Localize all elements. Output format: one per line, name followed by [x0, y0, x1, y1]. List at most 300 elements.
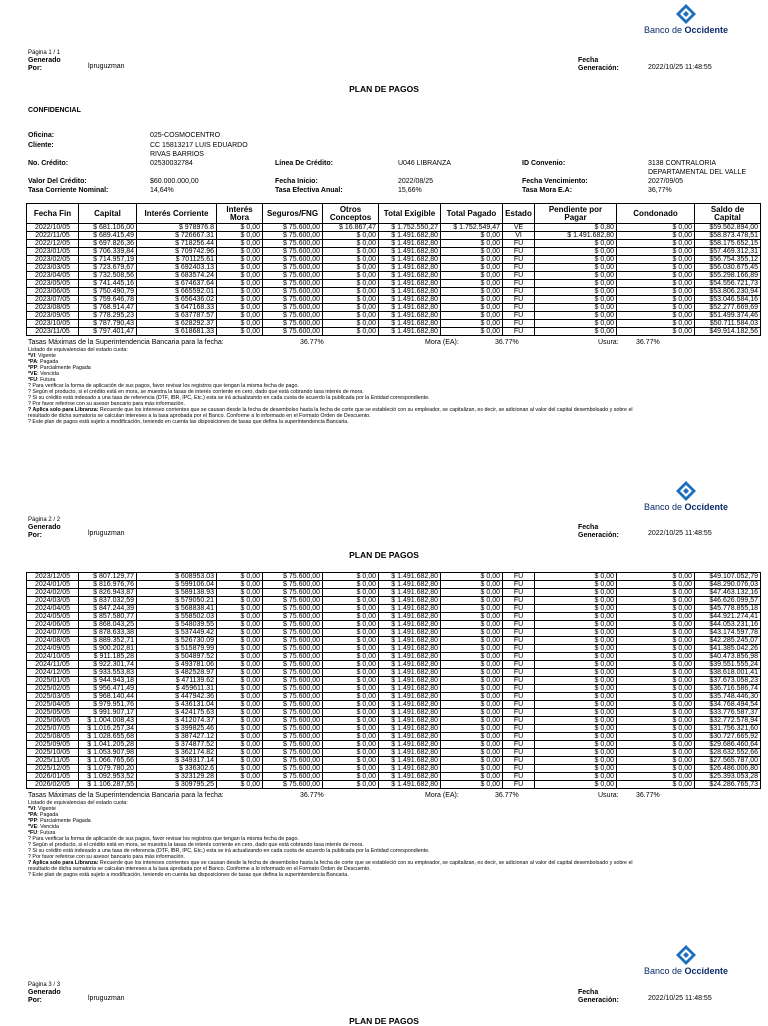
table-cell: 2023/09/05 — [27, 312, 79, 320]
table-cell: $ 0,00 — [535, 304, 617, 312]
tmora-value: 36,77% — [648, 187, 672, 194]
table-cell: FU — [503, 613, 535, 621]
table-cell: $ 0,00 — [441, 661, 503, 669]
table-row — [27, 765, 761, 773]
table-cell: $ 0,00 — [617, 288, 695, 296]
table-cell: $ 75.600,00 — [263, 248, 323, 256]
table-cell: $ 1.491.682,80 — [379, 605, 441, 613]
table-cell: $ 0,00 — [323, 709, 379, 717]
table-cell: $55.298.166,89 — [695, 272, 761, 280]
table-cell: 2024/06/05 — [27, 621, 79, 629]
table-cell: 2022/12/05 — [27, 240, 79, 248]
table-cell: $ 1.491.682,80 — [379, 749, 441, 757]
table-cell: 2023/03/05 — [27, 264, 79, 272]
table-cell: $ 847.244,39 — [79, 605, 137, 613]
table-row — [27, 685, 761, 693]
table-cell: $ 1.106.287,55 — [79, 781, 137, 789]
confidencial: CONFIDENCIAL — [28, 107, 81, 114]
table-cell: 2025/11/05 — [27, 757, 79, 765]
table-cell: $ 0,00 — [217, 773, 263, 781]
table-cell: $ 0,00 — [323, 573, 379, 581]
table-cell: $ 599106.04 — [137, 581, 217, 589]
table-cell: $ 692403.13 — [137, 264, 217, 272]
table-cell: $37.673.058,23 — [695, 677, 761, 685]
table-cell: $ 0,00 — [441, 288, 503, 296]
table-cell: 2024/12/05 — [27, 669, 79, 677]
table-cell: $ 0,00 — [323, 256, 379, 264]
table-cell: $ 0,00 — [535, 312, 617, 320]
usura-value: 36.77% — [636, 339, 660, 346]
table-cell: $ 0,00 — [323, 653, 379, 661]
table-cell: $ 1.491.682,80 — [379, 240, 441, 248]
table-cell: $ 709742.96 — [137, 248, 217, 256]
table-cell: $ 0,00 — [323, 693, 379, 701]
table-cell: $ 0,00 — [217, 573, 263, 581]
table-cell: $ 0,00 — [535, 749, 617, 757]
table-cell: 2024/03/05 — [27, 597, 79, 605]
table-cell: $ 0,00 — [617, 232, 695, 240]
table-cell: $ 674637.64 — [137, 280, 217, 288]
table-cell: $ 0,00 — [217, 741, 263, 749]
table-cell: $ 75.600,00 — [263, 653, 323, 661]
table-cell: $ 900.202,81 — [79, 645, 137, 653]
table-row — [27, 296, 761, 304]
table-cell: $ 0,00 — [535, 717, 617, 725]
equivalencias-title: Listado de equivalencias del estado cuota: — [28, 347, 128, 353]
table-cell: $ 0,00 — [323, 296, 379, 304]
table-cell: $ 1.491.682,80 — [379, 272, 441, 280]
table-cell: FU — [503, 677, 535, 685]
table-cell: $ 0,00 — [217, 312, 263, 320]
table-cell: $ 1.491.682,80 — [379, 629, 441, 637]
table-cell: $46.626.099,57 — [695, 597, 761, 605]
table-cell: $ 0,00 — [217, 256, 263, 264]
table-cell: $ 75.600,00 — [263, 677, 323, 685]
table-cell: $ 0,00 — [217, 597, 263, 605]
table-cell: $ 0,00 — [617, 661, 695, 669]
table-row — [27, 288, 761, 296]
table-cell: $ 75.600,00 — [263, 733, 323, 741]
table-cell: $ 1.491.682,80 — [379, 256, 441, 264]
table-cell: $ 75.600,00 — [263, 232, 323, 240]
table-cell: FU — [503, 280, 535, 288]
table-cell: $ 1.041.205,28 — [79, 741, 137, 749]
table-cell: $ 618681.33 — [137, 328, 217, 336]
bank-logo-icon — [675, 480, 697, 502]
table-cell: $ 911.185,28 — [79, 653, 137, 661]
table-cell: $ 0,00 — [217, 757, 263, 765]
table-cell: FU — [503, 645, 535, 653]
linea-label: Línea De Crédito: — [275, 160, 333, 167]
table-cell: $ 0,00 — [535, 701, 617, 709]
table-cell: $ 0,00 — [535, 248, 617, 256]
table-cell: $ 0,00 — [617, 629, 695, 637]
table-cell: $ 0,00 — [441, 240, 503, 248]
table-cell: $ 0,00 — [217, 749, 263, 757]
table-cell: $49.914.182,56 — [695, 328, 761, 336]
table-cell: FU — [503, 272, 535, 280]
footnote: ? Si su crédito está indexado a una tasa de referencia (DTF, IBR, IPC, Etc.) esta se irá actualizando en cada cuota de acuerdo la publicada por la Entidad correspondiente. — [28, 848, 430, 854]
table-row — [27, 581, 761, 589]
table-cell: $ 526730.09 — [137, 637, 217, 645]
table-cell: FU — [503, 693, 535, 701]
footnotes — [28, 800, 728, 878]
table-row — [27, 629, 761, 637]
table-cell: FU — [503, 733, 535, 741]
convenio-label: ID Convenio: — [522, 160, 566, 167]
table-cell: $ 424175.63 — [137, 709, 217, 717]
equivalencia-item: *VI: Vigente — [28, 806, 56, 812]
table-cell: FU — [503, 264, 535, 272]
table-cell: $ 637787.57 — [137, 312, 217, 320]
table-cell: $ 0,00 — [441, 757, 503, 765]
table-cell: $ 1.491.682,80 — [379, 597, 441, 605]
footnote: ? Este plan de pagos está sujeto a modificación, teniendo en cuenta las disposiciones de tasas que defina la superintendencia Bancaria. — [28, 419, 349, 425]
table-cell: FU — [503, 781, 535, 789]
table-cell: $ 1.491.682,80 — [379, 661, 441, 669]
table-cell: $ 759.646,78 — [79, 296, 137, 304]
table-cell: $ 515879.99 — [137, 645, 217, 653]
table-cell: $ 1.491.682,80 — [379, 312, 441, 320]
usura-label: Usura: — [598, 339, 619, 346]
table-cell: $ 0,00 — [323, 637, 379, 645]
table-cell: $ 0,00 — [323, 288, 379, 296]
table-cell: 2023/12/05 — [27, 573, 79, 581]
table-cell: $35.748.446,30 — [695, 693, 761, 701]
table-cell: $ 0,00 — [617, 637, 695, 645]
tasas-value: 36.77% — [300, 792, 324, 799]
table-row — [27, 709, 761, 717]
table-cell: $58.175.652,15 — [695, 240, 761, 248]
table-cell: $ 0,00 — [323, 645, 379, 653]
table-cell: $ 323129.28 — [137, 773, 217, 781]
table-cell: $ 816.976,76 — [79, 581, 137, 589]
table-cell: $ 0,00 — [441, 312, 503, 320]
table-cell: $ 0,00 — [535, 589, 617, 597]
table-cell: $ 0,00 — [535, 320, 617, 328]
table-row — [27, 661, 761, 669]
table-cell: $ 75.600,00 — [263, 693, 323, 701]
table-cell: $ 837.032,59 — [79, 597, 137, 605]
table-cell: FU — [503, 669, 535, 677]
table-cell: 2023/04/05 — [27, 272, 79, 280]
table-cell: $ 0,00 — [441, 717, 503, 725]
column-header: Condonado — [617, 204, 695, 224]
table-cell: $ 75.600,00 — [263, 304, 323, 312]
table-row — [27, 248, 761, 256]
table-cell: $ 1.491.682,80 — [379, 685, 441, 693]
table-cell: $ 1.491.682,80 — [379, 328, 441, 336]
table-cell: $38.618.001,41 — [695, 669, 761, 677]
table-cell: $ 1.491.682,80 — [379, 765, 441, 773]
table-cell: $33.776.587,37 — [695, 709, 761, 717]
table-cell: $ 0,00 — [323, 264, 379, 272]
table-cell: $ 741.445,16 — [79, 280, 137, 288]
table-cell: $ 0,00 — [217, 621, 263, 629]
table-cell: $ 75.600,00 — [263, 605, 323, 613]
table-cell: $ 0,00 — [617, 725, 695, 733]
table-row — [27, 613, 761, 621]
column-header: Interés Mora — [217, 204, 263, 224]
table-cell: $ 0,00 — [323, 741, 379, 749]
table-cell: $ 579050.21 — [137, 597, 217, 605]
table-cell: $56.030.675,45 — [695, 264, 761, 272]
table-row — [27, 701, 761, 709]
tea-value: 15,66% — [398, 187, 422, 194]
table-cell: $ 493781.06 — [137, 661, 217, 669]
table-cell: $ 0,00 — [535, 757, 617, 765]
table-cell: $ 968.140,44 — [79, 693, 137, 701]
table-cell: $ 0,00 — [617, 677, 695, 685]
table-cell: FU — [503, 328, 535, 336]
table-cell: $ 0,00 — [441, 621, 503, 629]
table-cell: $ 0,00 — [217, 677, 263, 685]
table-cell: $ 0,00 — [617, 621, 695, 629]
table-cell: $ 0,00 — [535, 613, 617, 621]
table-cell: $ 75.600,00 — [263, 597, 323, 605]
table-cell: $ 0,00 — [535, 597, 617, 605]
table-cell: $ 1.491.682,80 — [379, 621, 441, 629]
table-cell: $ 0,00 — [323, 701, 379, 709]
table-cell: $ 889.352,71 — [79, 637, 137, 645]
table-cell: $ 0,00 — [217, 629, 263, 637]
table-cell: $ 0,00 — [617, 693, 695, 701]
table-cell: $ 0,00 — [617, 573, 695, 581]
table-cell: $ 0,00 — [617, 765, 695, 773]
table-cell: $ 1.491.682,80 — [379, 304, 441, 312]
table-cell: $ 0,00 — [441, 677, 503, 685]
table-cell: $ 1.491.682,80 — [379, 232, 441, 240]
table-cell: $ 0,00 — [323, 589, 379, 597]
table-cell: $ 1.491.682,80 — [379, 280, 441, 288]
table-cell: $ 1.491.682,80 — [379, 781, 441, 789]
table-cell: FU — [503, 573, 535, 581]
table-cell: $ 0,00 — [535, 709, 617, 717]
table-cell: $ 0,00 — [217, 224, 263, 232]
table-cell: $ 0,00 — [441, 573, 503, 581]
table-cell: $58.873.478,51 — [695, 232, 761, 240]
table-cell: $ 0,00 — [441, 581, 503, 589]
table-cell: $31.756.321,60 — [695, 725, 761, 733]
table-cell: $ 1.066.765,66 — [79, 757, 137, 765]
table-cell: FU — [503, 701, 535, 709]
footnote: ? Para verificar la forma de aplicación de sus pagos, favor revisar los registros que tengan la misma fecha de pago. — [28, 383, 299, 389]
table-cell: $ 0,00 — [617, 320, 695, 328]
bank-logo — [640, 3, 732, 35]
column-header: Total Exigible — [379, 204, 441, 224]
table-cell: $ 0,00 — [323, 733, 379, 741]
table-cell: $ 0,00 — [617, 312, 695, 320]
table-cell: 2025/07/05 — [27, 725, 79, 733]
tcn-value: 14,64% — [150, 187, 174, 194]
tasas-label: Tasas Máximas de la Superintendencia Bancaria para la fecha: — [28, 792, 224, 799]
table-cell: $ 0,00 — [217, 653, 263, 661]
table-cell: $ 857.580,77 — [79, 613, 137, 621]
fecha-value: 2022/10/25 11:48:55 — [648, 995, 712, 1002]
table-cell: $ 0,00 — [323, 781, 379, 789]
table-cell: $29.686.460,64 — [695, 741, 761, 749]
table-cell: $57.469.312,31 — [695, 248, 761, 256]
table-cell: $ 75.600,00 — [263, 725, 323, 733]
table-cell: $51.499.374,46 — [695, 312, 761, 320]
table-cell: $ 0,00 — [535, 621, 617, 629]
equivalencias-title: Listado de equivalencias del estado cuota: — [28, 800, 128, 806]
table-cell: $ 75.600,00 — [263, 709, 323, 717]
table-cell: $ 0,00 — [323, 725, 379, 733]
payment-table — [26, 203, 761, 336]
tea-label: Tasa Efectiva Anual: — [275, 187, 343, 194]
table-cell: $ 787.790,43 — [79, 320, 137, 328]
fecha-value: 2022/10/25 11:48:55 — [648, 530, 712, 537]
table-cell: $ 0,00 — [217, 232, 263, 240]
table-cell: $ 0,00 — [217, 725, 263, 733]
table-cell: $ 0,00 — [441, 781, 503, 789]
table-cell: $ 0,00 — [535, 781, 617, 789]
table-cell: FU — [503, 304, 535, 312]
table-cell: $ 0,00 — [323, 597, 379, 605]
table-cell: $ 0,00 — [323, 685, 379, 693]
table-cell: $ 0,00 — [323, 280, 379, 288]
page-title: PLAN DE PAGOS — [349, 550, 419, 560]
table-cell: $ 681.106,00 — [79, 224, 137, 232]
table-cell: $ 75.600,00 — [263, 312, 323, 320]
table-row — [27, 597, 761, 605]
table-cell: $ 1.491.682,80 — [535, 232, 617, 240]
table-cell: $ 548039.55 — [137, 621, 217, 629]
table-cell: $ 0,00 — [217, 605, 263, 613]
table-cell: $ 0,00 — [535, 677, 617, 685]
table-cell: $ 701125.61 — [137, 256, 217, 264]
table-row — [27, 725, 761, 733]
table-cell: $ 0,00 — [441, 613, 503, 621]
table-cell: $ 0,00 — [535, 765, 617, 773]
table-row — [27, 589, 761, 597]
bank-name: Banco de Occidente — [643, 25, 729, 35]
table-row — [27, 304, 761, 312]
column-header: Capital — [79, 204, 137, 224]
page-title: PLAN DE PAGOS — [349, 1016, 419, 1026]
table-cell: FU — [503, 685, 535, 693]
table-cell: $ 0,00 — [323, 328, 379, 336]
venc-label: Fecha Vencimiento: — [522, 178, 588, 185]
table-cell: $ 0,00 — [535, 240, 617, 248]
table-cell: $ 1.016.257,34 — [79, 725, 137, 733]
table-cell: $ 1.491.682,80 — [379, 677, 441, 685]
table-cell: $ 0,00 — [441, 264, 503, 272]
fecha-label: Fecha Generación: — [578, 989, 619, 1004]
table-cell: $ 0,00 — [441, 669, 503, 677]
table-cell: $ 978976.8 — [137, 224, 217, 232]
table-cell: $ 1.079.780,20 — [79, 765, 137, 773]
table-cell: $ 1.491.682,80 — [379, 709, 441, 717]
table-cell: $ 647168.33 — [137, 304, 217, 312]
table-cell: $44.921.274,41 — [695, 613, 761, 621]
table-cell: FU — [503, 621, 535, 629]
table-cell: 2023/05/05 — [27, 280, 79, 288]
table-cell: $ 0,00 — [217, 581, 263, 589]
table-cell: $50.711.584,03 — [695, 320, 761, 328]
table-cell: FU — [503, 589, 535, 597]
table-cell: $ 0,00 — [323, 773, 379, 781]
table-cell: $ 0,00 — [323, 677, 379, 685]
table-cell: $ 0,00 — [617, 709, 695, 717]
table-cell: 2024/02/05 — [27, 589, 79, 597]
table-cell: $ 75.600,00 — [263, 224, 323, 232]
table-cell: FU — [503, 741, 535, 749]
table-cell: $ 933.553,83 — [79, 669, 137, 677]
table-cell: $ 0,00 — [217, 701, 263, 709]
table-cell: $ 0,00 — [535, 264, 617, 272]
table-cell: $ 0,00 — [323, 765, 379, 773]
cliente-value-1: CC 15813217 LUIS EDUARDO — [150, 142, 248, 149]
table-cell: $26.486.006,80 — [695, 765, 761, 773]
table-cell: $ 797.401,47 — [79, 328, 137, 336]
table-cell: $ 0,00 — [441, 232, 503, 240]
table-cell: $ 0,00 — [617, 304, 695, 312]
table-cell: $ 387427.12 — [137, 733, 217, 741]
mora-value: 36.77% — [495, 339, 519, 346]
equivalencia-item: *PA: Pagada — [28, 359, 59, 365]
table-row — [27, 621, 761, 629]
table-cell: 2024/10/05 — [27, 653, 79, 661]
table-cell: $ 0,00 — [617, 741, 695, 749]
table-cell: FU — [503, 773, 535, 781]
table-row — [27, 264, 761, 272]
table-cell: $42.285.245,07 — [695, 637, 761, 645]
table-cell: $ 0,00 — [535, 629, 617, 637]
table-cell: $ 979.951,76 — [79, 701, 137, 709]
table-cell: 2024/05/05 — [27, 613, 79, 621]
table-cell: $ 0,00 — [535, 256, 617, 264]
mora-label: Mora (EA): — [425, 339, 459, 346]
table-row — [27, 280, 761, 288]
table-cell: $ 0,00 — [441, 589, 503, 597]
table-cell: 2025/03/05 — [27, 693, 79, 701]
table-row — [27, 272, 761, 280]
table-cell: $ 1.752.550,27 — [379, 224, 441, 232]
footnote-libranza: ? Aplica solo para Libranza: Recuerde que los intereses corrientes que se causan desde la fecha de desembolso hasta la fecha de corte que se estableció con su empleador, se capitalizan, es decir, se adicionan al valor del capital desembolsado y sobre el — [28, 860, 633, 866]
table-cell: $53.046.584,16 — [695, 296, 761, 304]
table-cell: $ 0,00 — [535, 645, 617, 653]
table-cell: $ 0,00 — [323, 248, 379, 256]
table-cell: $ 0,00 — [535, 288, 617, 296]
table-cell: $ 0,00 — [441, 725, 503, 733]
table-cell: $ 1.491.682,80 — [379, 725, 441, 733]
table-cell: $27.565.787,00 — [695, 757, 761, 765]
table-cell: $ 0,00 — [535, 296, 617, 304]
table-cell: $48.290.076,03 — [695, 581, 761, 589]
table-cell: FU — [503, 653, 535, 661]
table-cell: $ 1.491.682,80 — [379, 320, 441, 328]
column-header: Otros Conceptos — [323, 204, 379, 224]
table-row — [27, 733, 761, 741]
table-cell: $ 0,00 — [441, 773, 503, 781]
table-cell: $ 1.004.008,43 — [79, 717, 137, 725]
table-row — [27, 605, 761, 613]
table-cell: $ 1.491.682,80 — [379, 653, 441, 661]
fecha-label: Fecha Generación: — [578, 524, 619, 539]
table-cell: $ 0,00 — [441, 741, 503, 749]
table-cell: $ 0,80 — [535, 224, 617, 232]
table-cell: $ 768.914,47 — [79, 304, 137, 312]
table-cell: $ 0,00 — [535, 725, 617, 733]
table-cell: $ 0,00 — [617, 296, 695, 304]
user-name: lpruguzman — [88, 995, 125, 1002]
page-title: PLAN DE PAGOS — [349, 84, 419, 94]
table-cell: $ 75.600,00 — [263, 773, 323, 781]
table-cell: $ 0,00 — [441, 256, 503, 264]
table-cell: $ 75.600,00 — [263, 749, 323, 757]
